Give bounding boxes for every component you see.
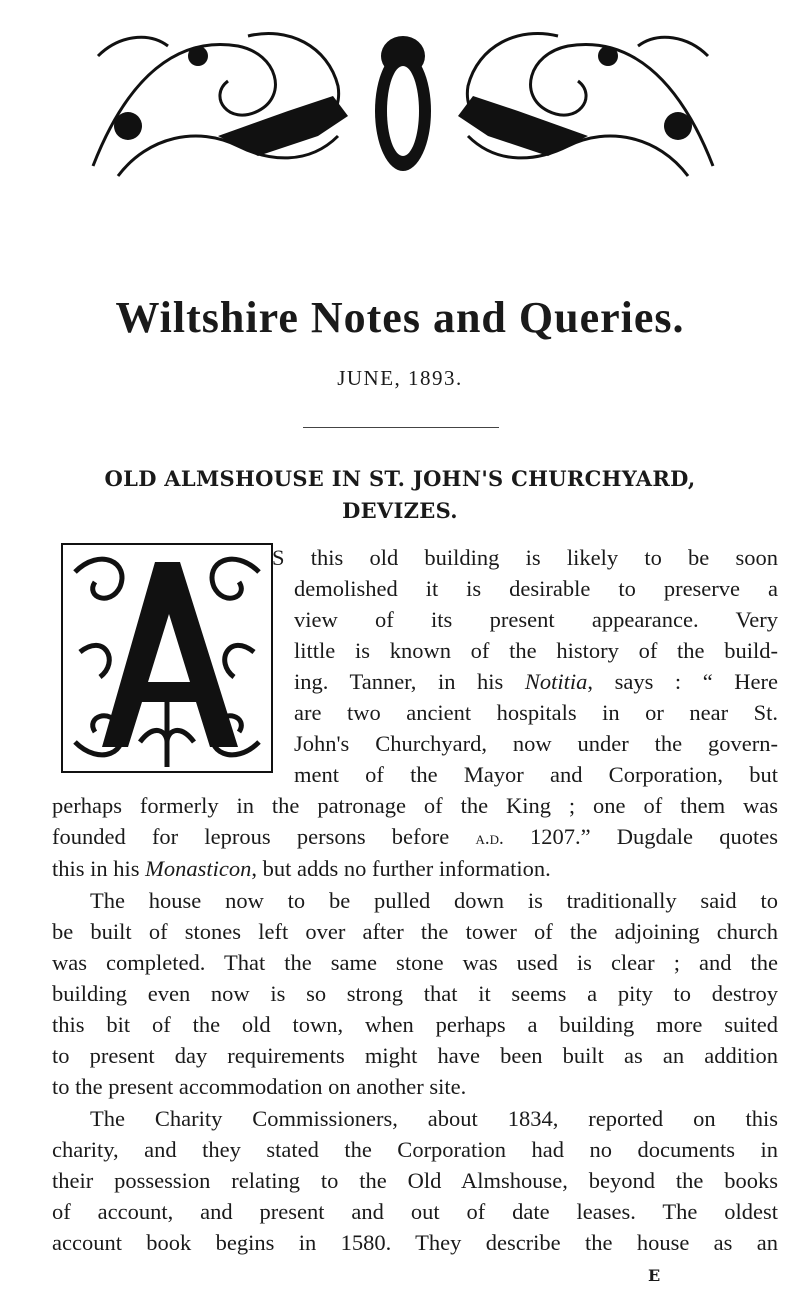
text-segment: to the present accommodation on another site.	[52, 1073, 467, 1099]
text-segment: 1207.” Dugdale quotes	[503, 824, 778, 850]
text-line	[294, 605, 778, 635]
text-line	[294, 636, 778, 666]
text-segment: a.d.	[475, 828, 504, 850]
text-segment: The Charity Commissioners, about 1834, reported on this	[90, 1105, 778, 1131]
text-line	[90, 886, 778, 916]
text-line	[52, 948, 778, 978]
text-line	[272, 543, 778, 573]
text-line	[294, 574, 778, 604]
text-segment: this bit of the old town, when perhaps a building more suited	[52, 1011, 778, 1037]
text-line	[52, 979, 778, 1009]
text-line	[52, 822, 778, 854]
decorated-initial-a-icon	[60, 542, 274, 774]
text-segment: founded for leprous persons before	[52, 824, 476, 850]
text-line	[52, 791, 778, 821]
text-segment: was completed. That the same stone was used is clear ; and the	[52, 949, 778, 975]
text-line	[90, 1104, 778, 1134]
text-segment: be built of stones left over after the tower of the adjoining church	[52, 918, 778, 944]
signature-mark: E	[648, 1266, 661, 1285]
text-line	[52, 1041, 778, 1071]
text-segment: Notitia	[524, 669, 588, 695]
text-line	[52, 854, 778, 884]
text-segment: ment of the Mayor and Corporation, but	[294, 762, 778, 788]
text-segment: perhaps formerly in the patronage of the King ; one of them was	[52, 793, 778, 819]
text-segment: , says : “ Here	[587, 669, 778, 695]
text-segment: The house now to be pulled down is traditionally said to	[90, 887, 778, 913]
text-segment: view of its present appearance. Very	[294, 607, 778, 633]
text-line	[294, 698, 778, 728]
text-segment: this in his	[52, 855, 146, 881]
text-line	[52, 1135, 778, 1165]
text-segment: building even now is so strong that it seems a pity to destroy	[52, 980, 778, 1006]
text-line	[52, 1197, 778, 1227]
text-segment: demolished it is desirable to preserve a	[294, 576, 778, 602]
text-line	[52, 1228, 778, 1258]
text-line	[294, 667, 778, 697]
text-segment: John's Churchyard, now under the govern-	[294, 731, 778, 757]
text-line	[294, 760, 778, 790]
issue-date: JUNE, 1893.	[337, 366, 463, 390]
journal-title: Wiltshire Notes and Queries.	[115, 293, 685, 342]
text-segment: charity, and they stated the Corporation had no documents in	[52, 1136, 778, 1162]
text-segment: Monasticon	[145, 855, 252, 881]
article-heading-line1: OLD ALMSHOUSE IN ST. JOHN'S CHURCHYARD,	[104, 466, 696, 491]
ornamental-headpiece-icon	[88, 16, 718, 188]
article-heading-line2: DEVIZES.	[342, 498, 458, 523]
text-segment: are two ancient hospitals in or near St.	[294, 700, 778, 726]
text-line	[52, 1166, 778, 1196]
text-line	[52, 917, 778, 947]
text-line	[294, 729, 778, 759]
text-line	[52, 1010, 778, 1040]
text-segment: to present day requirements might have been built as an addition	[52, 1042, 778, 1068]
text-segment: of account, and present and out of date leases. The oldest	[52, 1199, 778, 1225]
text-line	[52, 1072, 778, 1102]
text-segment: their possession relating to the Old Almshouse, beyond the books	[52, 1168, 778, 1193]
text-segment: S this old building is likely to be soon	[272, 545, 778, 570]
text-segment: account book begins in 1580. They describe the house as an	[52, 1230, 778, 1256]
text-segment: little is known of the history of the build-	[294, 638, 778, 664]
text-segment: ing. Tanner, in his	[294, 669, 525, 695]
divider-rule	[303, 427, 499, 428]
text-segment: , but adds no further information.	[251, 855, 551, 881]
